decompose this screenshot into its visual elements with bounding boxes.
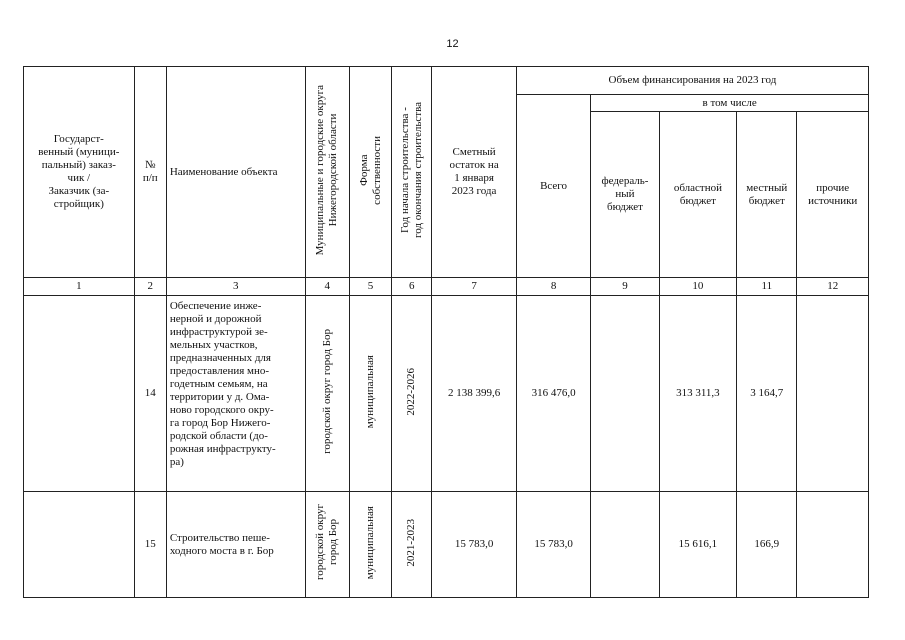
header-total: Всего [516,95,590,278]
header-including: в том числе [591,95,869,112]
header-estimated-balance: Сметный остаток на 1 января 2023 года [432,67,516,278]
row-municipality [305,296,349,492]
table-row [24,296,869,492]
column-number: 4 [305,278,349,296]
header-row-number: № п/п [134,67,166,278]
column-number: 8 [516,278,590,296]
column-number-row [24,278,869,296]
column-number: 10 [659,278,736,296]
row-balance: 2 138 399,6 [432,296,516,492]
header-customer: Государст- венный (муници- пальный) заказ- чик / Заказчик (за- стройщик) [24,67,135,278]
row-federal [591,492,659,598]
row-years-text: 2022-2026 [405,367,418,416]
column-number: 9 [591,278,659,296]
row-regional: 313 311,3 [659,296,736,492]
header-local: местный бюджет [737,112,797,278]
header-regional: областной бюджет [659,112,736,278]
header-other: прочие источники [797,112,869,278]
header-federal: федераль- ный бюджет [591,112,659,278]
row-total: 316 476,0 [516,296,590,492]
row-years-text: 2021-2023 [405,518,418,567]
row-number: 15 [134,492,166,598]
header-municipality-text: Муниципальные и городские округа Нижегородской области [314,84,340,256]
column-number: 7 [432,278,516,296]
row-municipality-text: городской округ город Бор [320,329,333,454]
row-regional: 15 616,1 [659,492,736,598]
row-local: 3 164,7 [737,296,797,492]
header-object-name: Наименование объекта [166,67,305,278]
row-customer [24,296,135,492]
row-customer [24,492,135,598]
row-ownership [349,492,391,598]
column-number: 1 [24,278,135,296]
row-other [797,296,869,492]
row-ownership-text: муниципальная [364,505,376,580]
header-years [392,67,432,278]
header-ownership [349,67,391,278]
column-number: 2 [134,278,166,296]
table-row [24,492,869,598]
row-total: 15 783,0 [516,492,590,598]
header-years-text: Год начала строительства - год окончания строительства [398,102,424,238]
header-ownership-text: Форма собственности [357,135,383,205]
row-ownership [349,296,391,492]
column-number: 11 [737,278,797,296]
row-balance: 15 783,0 [432,492,516,598]
row-other [797,492,869,598]
row-object-name: Обеспечение инже- нерной и дорожной инфраструктурой зе- мельных участков, предназначенных для предоставления мно- годетным семьям, на территории у д. Ома- ново городского окру- га город Бор Нижего- родской области (до- рожная инфраструкту- ра) [166,296,305,492]
column-number: 6 [392,278,432,296]
row-object-name: Строительство пеше- ходного моста в г. Бор [166,492,305,598]
row-federal [591,296,659,492]
investment-program-table [23,66,869,598]
header-municipality [305,67,349,278]
page-number: 12 [446,38,459,50]
row-ownership-text: муниципальная [364,354,376,429]
row-municipality-text: городской округ город Бор [314,504,340,581]
row-number: 14 [134,296,166,492]
header-funding-group: Объем финансирования на 2023 год [516,67,868,95]
column-number: 3 [166,278,305,296]
row-municipality [305,492,349,598]
row-years [392,296,432,492]
column-number: 12 [797,278,869,296]
column-number: 5 [349,278,391,296]
row-years [392,492,432,598]
row-local: 166,9 [737,492,797,598]
